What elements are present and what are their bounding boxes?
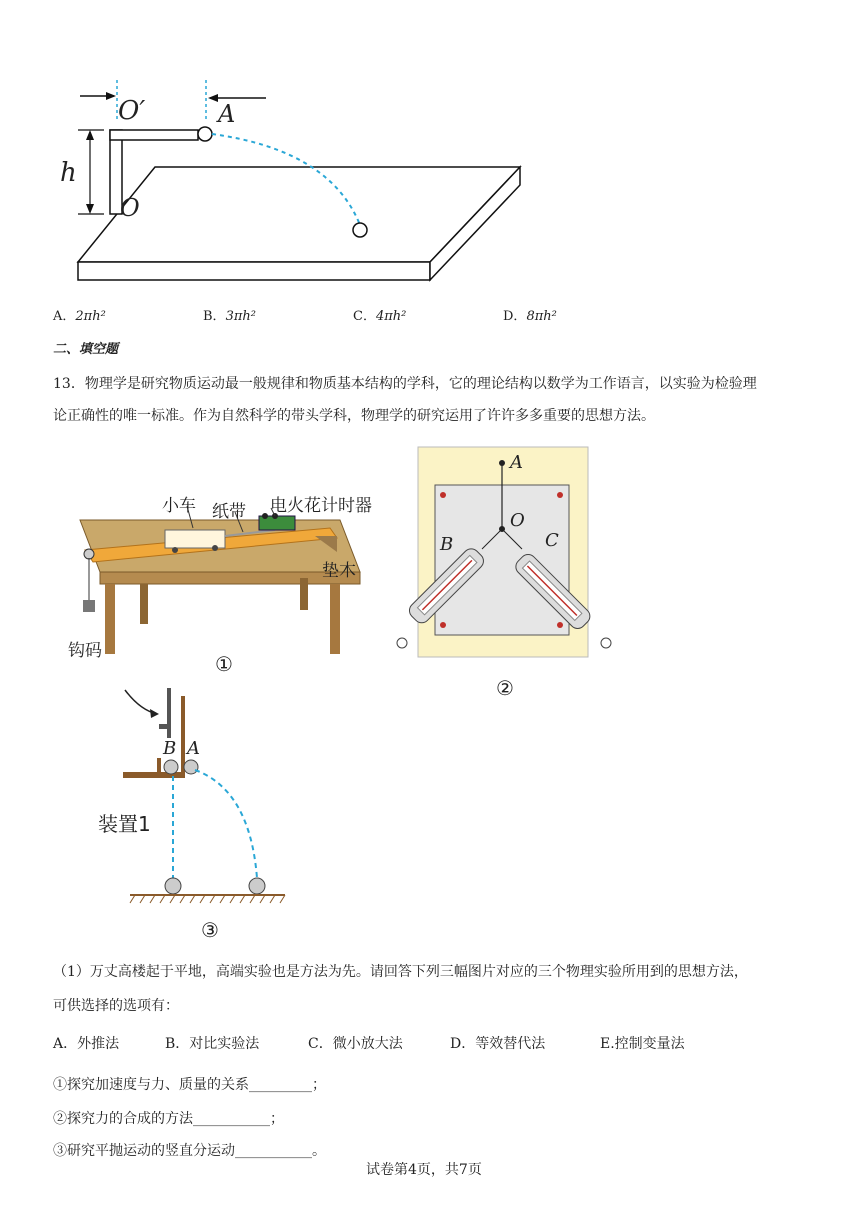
fig3-number: ③ bbox=[201, 918, 219, 942]
fig2-label-o: O bbox=[510, 510, 525, 531]
fig3-label-b: B bbox=[163, 738, 177, 759]
label-a: A bbox=[218, 100, 236, 128]
label-o-prime: O′ bbox=[118, 96, 146, 126]
page-footer: 试卷第4页，共7页 bbox=[366, 1162, 482, 1178]
option-b[interactable]: B．3πh² bbox=[203, 309, 256, 324]
fig3-label-device: 装置1 bbox=[98, 812, 151, 836]
choice-e[interactable]: E.控制变量法 bbox=[600, 1036, 685, 1052]
section-title: 二、填空题 bbox=[53, 342, 119, 357]
blank-3[interactable]: ③研究平抛运动的竖直分运动___________。 bbox=[53, 1143, 326, 1159]
fig1-label-weight: 钩码 bbox=[68, 641, 102, 661]
blank-1[interactable]: ①探究加速度与力、质量的关系_________； bbox=[53, 1077, 326, 1093]
fig2-label-c: C bbox=[545, 530, 559, 551]
fig1-label-timer: 电火花计时器 bbox=[270, 496, 372, 516]
label-h: h bbox=[60, 158, 77, 188]
fig2-number: ② bbox=[496, 676, 514, 700]
q13-intro-line1: 13．物理学是研究物质运动最一般规律和物质基本结构的学科，它的理论结构以数学为工作语言，以实验为检验理 bbox=[53, 376, 757, 392]
fig1-number: ① bbox=[215, 652, 233, 676]
fig2-label-b: B bbox=[440, 534, 454, 555]
fig1-label-tape: 纸带 bbox=[212, 502, 246, 522]
choice-a[interactable]: A．外推法 bbox=[53, 1036, 120, 1052]
choice-d[interactable]: D．等效替代法 bbox=[450, 1036, 546, 1052]
fig2-label-a: A bbox=[510, 452, 523, 473]
figure-3-projectile-device bbox=[95, 680, 295, 910]
fig1-label-car: 小车 bbox=[162, 496, 196, 516]
q13-sub1-line1: （1）万丈高楼起于平地，高端实验也是方法为先。请回答下列三幅图片对应的三个物理实验所用到的思想方法， bbox=[53, 964, 748, 980]
option-d[interactable]: D．8πh² bbox=[503, 309, 557, 324]
option-a[interactable]: A．2πh² bbox=[53, 309, 106, 324]
choice-b[interactable]: B．对比实验法 bbox=[165, 1036, 260, 1052]
fig1-label-block: 垫木 bbox=[322, 561, 356, 581]
option-c[interactable]: C．4πh² bbox=[353, 309, 407, 324]
choice-c[interactable]: C．微小放大法 bbox=[308, 1036, 403, 1052]
q13-intro-line2: 论正确性的唯一标准。作为自然科学的带头学科，物理学的研究运用了许许多多重要的思想方法。 bbox=[53, 408, 655, 424]
q13-sub1-line2: 可供选择的选项有： bbox=[53, 998, 179, 1014]
label-o: O bbox=[120, 194, 140, 222]
fig3-label-a: A bbox=[187, 738, 200, 759]
figure-2-force-board bbox=[390, 445, 620, 660]
blank-2[interactable]: ②探究力的合成的方法___________； bbox=[53, 1111, 284, 1127]
